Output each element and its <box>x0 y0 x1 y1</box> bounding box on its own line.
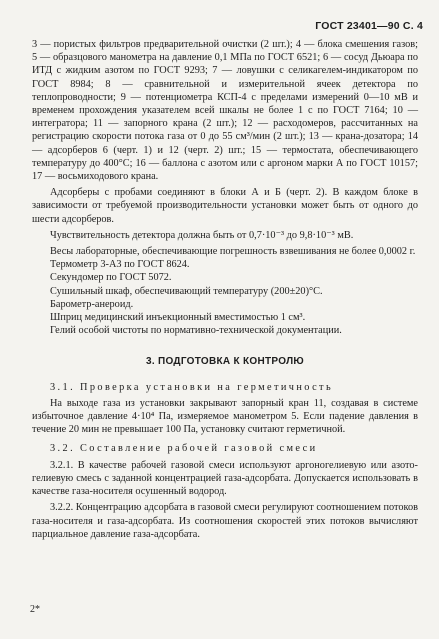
stopwatch-paragraph: Секундомер по ГОСТ 5072. <box>50 272 172 284</box>
subsection-3-1-title: 3.1. Проверка установки на герметичность <box>50 381 334 393</box>
clause-3-2-2: 3.2.2. Концентрацию адсорбата в газовой смеси регулируют соотношением потоков газа-носителя и газа-адсорбата. Из соотношения скоростей этих потоков вычисляют парциальное давление газа-адсорбата. <box>32 502 418 540</box>
page-footer-mark: 2* <box>30 604 40 615</box>
thermometer-paragraph: Термометр 3-А3 по ГОСТ 8624. <box>50 259 190 271</box>
syringe-paragraph: Шприц медицинский инъекционный вместимостью 1 см³. <box>50 312 306 324</box>
document-body <box>32 38 418 541</box>
page-header: ГОСТ 23401—90 С. 4 <box>315 20 423 32</box>
subsection-3-2-title: 3.2. Составление рабочей газовой смеси <box>50 443 318 455</box>
clause-3-2-1: 3.2.1. В качестве рабочей газовой смеси используют аргоногелиевую или азото-гелиевую смесь с заданной концентрацией газа-адсорбата. Допускается использовать в качестве газа-носителя осушенный водород. <box>32 459 418 498</box>
drying-cabinet-paragraph: Сушильный шкаф, обеспечивающий температуру (200±20)°С. <box>50 285 323 297</box>
adsorber-blocks-paragraph: Адсорберы с пробами соединяют в блоки А и Б (черт. 2). В каждом блоке в зависимости от требуемой производительности установки может быть от одного до шести адсорберов. <box>32 187 418 225</box>
legend-paragraph: 3 — пористых фильтров предварительной очистки (2 шт.); 4 — блока смешения газов; 5 — образцового манометра на давление 0,1 МПа по ГОСТ 6521; 6 — сосуд Дьюара по ИТД с жидким азотом по ГОСТ 9293; 7 — ловушки с селикагелем-индикатором по ГОСТ 8984; 8 — сравнительной и измерительной ячеек детектора по теплопроводности; 9 — потенциометра КСП-4 с пределами измерений 0—10 мВ и временем прохождения указателем всей шкалы не более 1 с по ГОСТ 7164; 10 — интегратора; 11 — запорного крана (2 шт.); 12 — расходомеров, рассчитанных на регистрацию скорости потока газа от 0 до 55 см³/мин (2 шт.); 13 — крана-дозатора; 14 — адсорберов 6 (черт. 1) и 12 (черт. 2) шт.; 15 — термостата, обеспечивающего температуру до 400°С; 16 — баллона с азотом или с аргоном марки А по ГОСТ 10157; 17 — восьмиходового крана. <box>32 39 418 183</box>
scales-paragraph: Весы лабораторные, обеспечивающие погрешность взвешивания не более 0,0002 г. <box>50 246 416 258</box>
detector-sensitivity-paragraph: Чувствительность детектора должна быть от 0,7·10⁻³ до 9,8·10⁻³ мВ. <box>50 229 354 241</box>
subsection-3-1-text: На выходе газа из установки закрывают запорный кран 11, создавая в системе избыточное давление 4·10⁴ Па, измеряемое манометром 5. Если падение давления в течение 20 мин не превышает 100 Па, установку считают герметичной. <box>32 397 418 436</box>
section-title: 3. ПОДГОТОВКА К КОНТРОЛЮ <box>145 356 305 368</box>
barometer-paragraph: Барометр-анероид. <box>50 298 134 310</box>
helium-paragraph: Гелий особой чистоты по нормативно-технической документации. <box>50 325 342 337</box>
